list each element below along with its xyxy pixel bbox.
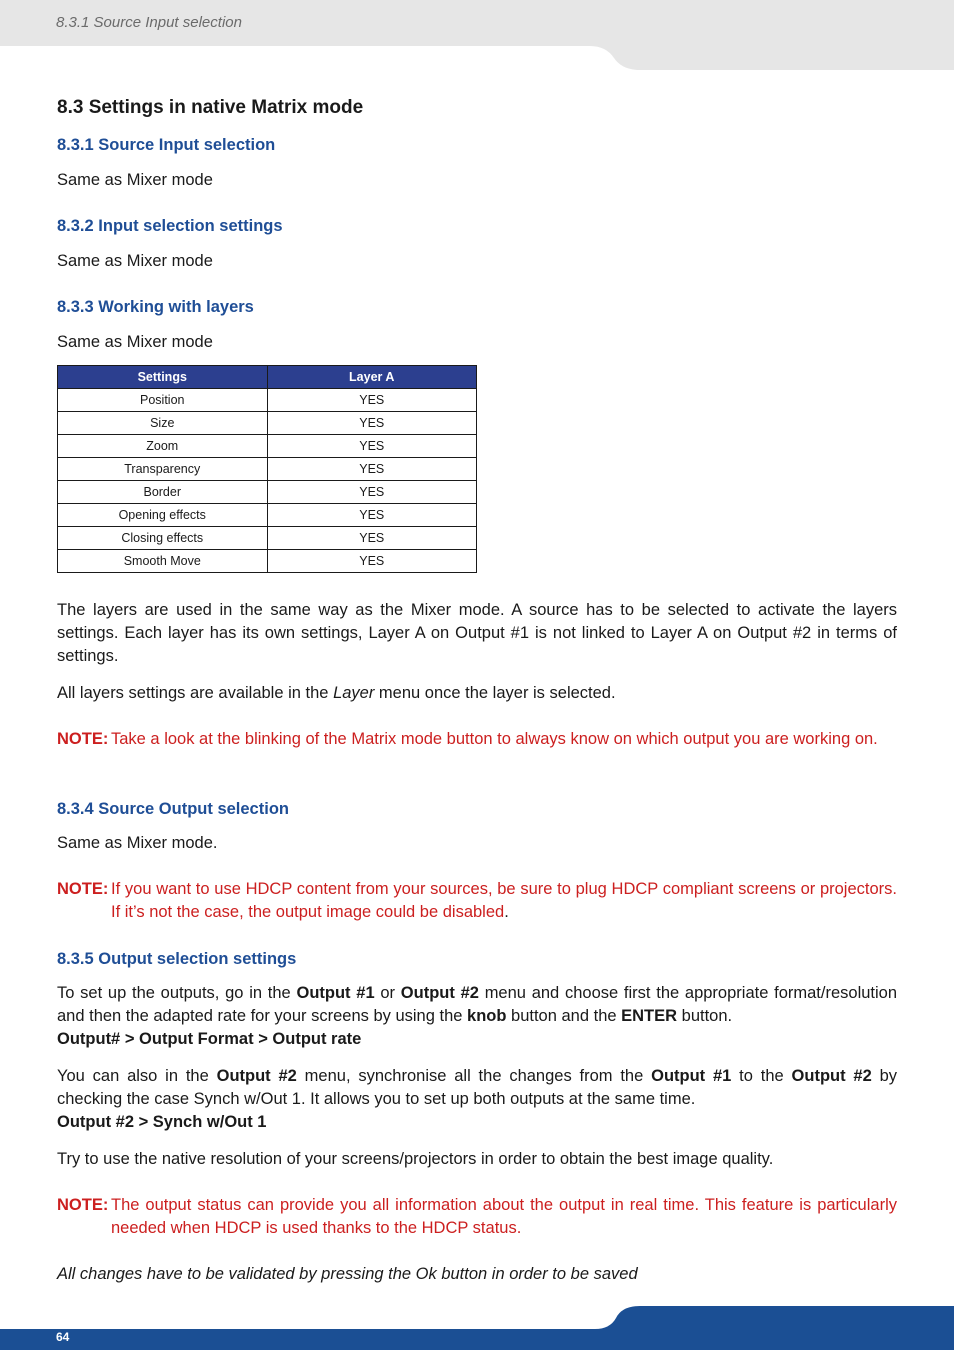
value-cell: YES bbox=[267, 481, 477, 504]
setting-cell: Zoom bbox=[58, 435, 268, 458]
footer-band bbox=[0, 1300, 954, 1350]
heading-8-3-3: 8.3.3 Working with layers bbox=[57, 298, 254, 316]
note-matrix-button bbox=[57, 728, 897, 751]
note-hdcp bbox=[57, 878, 897, 924]
setting-cell: Position bbox=[58, 389, 268, 412]
setting-cell: Opening effects bbox=[58, 504, 268, 527]
table-row bbox=[58, 412, 477, 435]
setting-cell: Size bbox=[58, 412, 268, 435]
note-label: NOTE: bbox=[57, 1196, 109, 1214]
output-rate-path: Output# > Output Format > Output rate bbox=[57, 1030, 362, 1048]
layers-settings-table bbox=[57, 365, 477, 573]
note-output-status bbox=[57, 1194, 897, 1240]
setting-cell: Smooth Move bbox=[58, 550, 268, 573]
table-row bbox=[58, 550, 477, 573]
note-text: Take a look at the blinking of the Matrix mode button to always know on which output you are working on. bbox=[111, 730, 878, 748]
table-row bbox=[58, 458, 477, 481]
value-cell: YES bbox=[267, 504, 477, 527]
closing-remark: All changes have to be validated by pressing the Ok button in order to be saved bbox=[57, 1265, 638, 1283]
note-label: NOTE: bbox=[57, 730, 109, 748]
synch-paragraph: You can also in the Output #2 menu, synchronise all the changes from the Output #1 to the Output #2 by checking the case Synch w/Out 1. It allows you to set up both outputs at the same time. bbox=[57, 1067, 898, 1108]
layer-menu-name: Layer bbox=[333, 684, 375, 702]
heading-8-3-1: 8.3.1 Source Input selection bbox=[57, 136, 276, 154]
synch-path: Output #2 > Synch w/Out 1 bbox=[57, 1113, 267, 1131]
setting-cell: Transparency bbox=[58, 458, 268, 481]
table-row bbox=[58, 435, 477, 458]
page-title: 8.3 Settings in native Matrix mode bbox=[57, 97, 364, 118]
table-row bbox=[58, 481, 477, 504]
native-resolution-paragraph: Try to use the native resolution of your screens/projectors in order to obtain the best image quality. bbox=[57, 1150, 774, 1168]
value-cell: YES bbox=[267, 435, 477, 458]
header-band bbox=[0, 0, 954, 70]
heading-8-3-5: 8.3.5 Output selection settings bbox=[57, 950, 297, 968]
note-text: The output status can provide you all information about the output in real time. This feature is particularly needed when HDCP is used thanks to the HDCP status. bbox=[111, 1196, 897, 1237]
value-cell: YES bbox=[267, 389, 477, 412]
setting-cell: Closing effects bbox=[58, 527, 268, 550]
layers-menu-paragraph: All layers settings are available in the Layer menu once the layer is selected. bbox=[57, 684, 616, 702]
text-8-3-1: Same as Mixer mode bbox=[57, 171, 213, 189]
value-cell: YES bbox=[267, 550, 477, 573]
text-8-3-2: Same as Mixer mode bbox=[57, 252, 213, 270]
table-row bbox=[58, 504, 477, 527]
page-number: 64 bbox=[56, 1330, 70, 1344]
layers-paragraph: The layers are used in the same way as the Mixer mode. A source has to be selected to activate the layers settings. Each layer has its own settings, Layer A on Output #1 is not linked to Layer A on Output #2 in terms of settings. bbox=[57, 601, 897, 665]
table-row bbox=[58, 527, 477, 550]
heading-8-3-4: 8.3.4 Source Output selection bbox=[57, 800, 289, 818]
note-label: NOTE: bbox=[57, 880, 109, 898]
note-text: If you want to use HDCP content from your sources, be sure to plug HDCP compliant screens or projectors. If it’s not the case, the output image could be disabled. bbox=[111, 880, 897, 921]
heading-8-3-2: 8.3.2 Input selection settings bbox=[57, 217, 283, 235]
text-8-3-4: Same as Mixer mode. bbox=[57, 834, 218, 852]
column-header: Settings bbox=[58, 366, 268, 389]
value-cell: YES bbox=[267, 412, 477, 435]
table-header-row bbox=[58, 366, 477, 389]
value-cell: YES bbox=[267, 527, 477, 550]
outputs-setup-paragraph: To set up the outputs, go in the Output #1 or Output #2 menu and choose first the appropriate format/resolution and then the adapted rate for your screens by using the knob button and the ENTER button. bbox=[57, 984, 898, 1025]
header-section-ref: 8.3.1 Source Input selection bbox=[56, 14, 242, 31]
value-cell: YES bbox=[267, 458, 477, 481]
table-row bbox=[58, 389, 477, 412]
column-header: Layer A bbox=[267, 366, 477, 389]
text-8-3-3: Same as Mixer mode bbox=[57, 333, 213, 351]
setting-cell: Border bbox=[58, 481, 268, 504]
